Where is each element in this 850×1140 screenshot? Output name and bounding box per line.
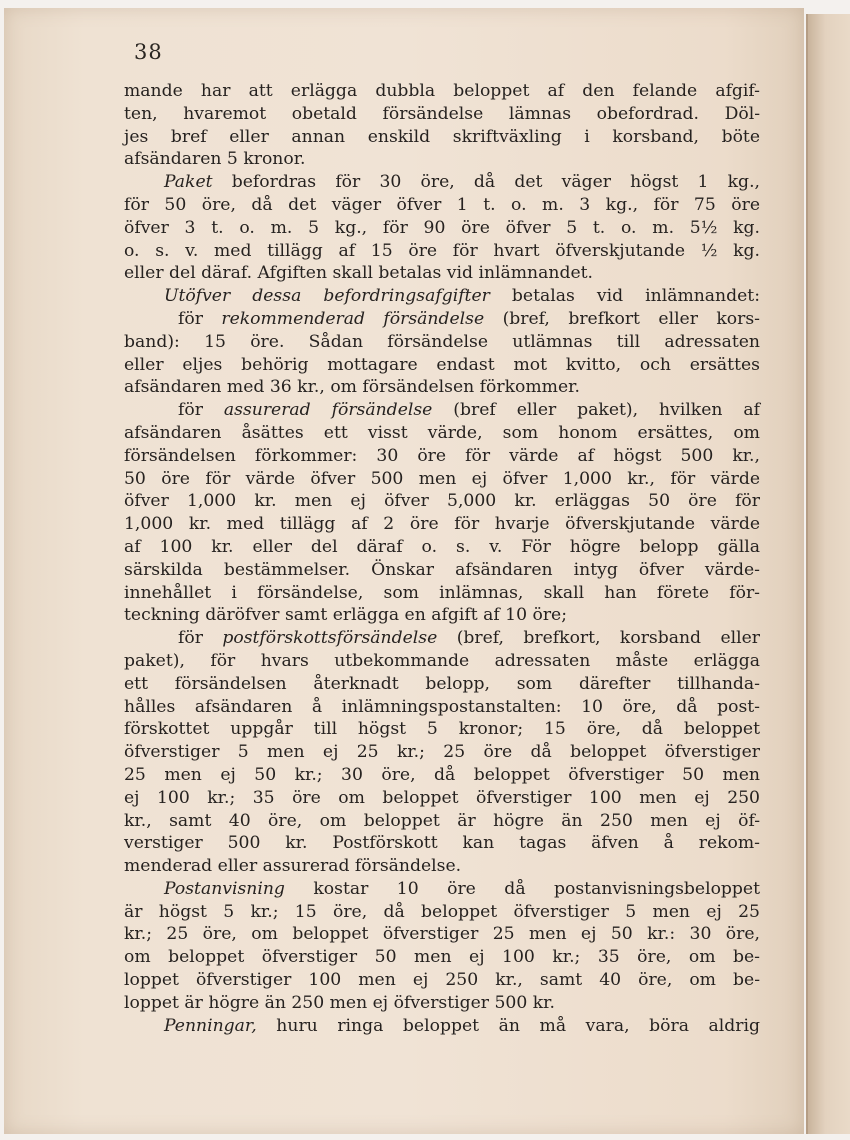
text-span: för	[178, 628, 223, 649]
body-text	[124, 80, 760, 1037]
text-line	[124, 878, 760, 901]
text-span: öfverstiger 5 men ej 25 kr.; 25 öre då beloppet öfverstiger	[124, 742, 760, 763]
text-span: af 100 kr. eller del däraf o. s. v. För högre belopp gälla	[124, 536, 760, 557]
text-span: eller eljes behörig mottagare endast mot kvitto, och ersättes	[124, 354, 760, 375]
text-span: 50 öre för värde öfver 500 men ej öfver 1,000 kr., för värde	[124, 468, 760, 489]
text-span: band): 15 öre. Sådan försändelse utlämnas till adressaten	[124, 331, 760, 352]
text-line	[124, 696, 760, 719]
text-line	[124, 673, 760, 696]
text-line	[124, 262, 760, 285]
text-span: kostar 10 öre då postanvisningsbeloppet	[284, 878, 760, 899]
text-line	[124, 103, 760, 126]
text-line	[124, 285, 760, 308]
text-span: Penningar,	[164, 1015, 257, 1036]
text-line	[124, 513, 760, 536]
text-line	[124, 627, 760, 650]
text-span: kr., samt 40 öre, om beloppet är högre än 250 men ej öf-	[124, 810, 760, 831]
text-span: särskilda bestämmelser. Önskar afsändaren intyg öfver värde-	[124, 559, 760, 580]
text-line	[124, 650, 760, 673]
text-line	[124, 901, 760, 924]
text-span: om beloppet öfverstiger 50 men ej 100 kr.; 35 öre, om be-	[124, 947, 760, 968]
text-line	[124, 354, 760, 377]
text-line	[124, 582, 760, 605]
text-span: huru ringa beloppet än må vara, böra aldrig	[256, 1015, 760, 1036]
text-line	[124, 923, 760, 946]
text-span: befordras för 30 öre, då det väger högst 1 kg.,	[212, 172, 760, 193]
text-span: för	[178, 400, 224, 421]
text-span: afsändaren åsättes ett visst värde, som honom ersättes, om	[124, 422, 760, 443]
text-line	[124, 217, 760, 240]
text-span: Postanvisning	[164, 878, 285, 899]
text-line	[124, 468, 760, 491]
text-span: o. s. v. med tillägg af 15 öre för hvart öfverskjutande ½ kg.	[124, 240, 760, 261]
text-line	[124, 946, 760, 969]
text-line	[124, 1015, 760, 1038]
text-line	[124, 536, 760, 559]
text-span: öfver 3 t. o. m. 5 kg., för 90 öre öfver 5 t. o. m. 5½ kg.	[124, 217, 760, 238]
text-span: afsändaren med 36 kr., om försändelsen förkommer.	[124, 377, 580, 398]
text-span: för	[178, 308, 222, 329]
text-span: försändelsen förkommer: 30 öre för värde af högst 500 kr.,	[124, 445, 760, 466]
text-span: (bref, brefkort eller kors-	[484, 308, 760, 329]
text-line	[124, 171, 760, 194]
text-line	[124, 80, 760, 103]
text-span: loppet öfverstiger 100 men ej 250 kr., samt 40 öre, om be-	[124, 970, 760, 991]
text-span: eller del däraf. Afgiften skall betalas vid inlämnandet.	[124, 263, 593, 284]
text-span: för 50 öre, då det väger öfver 1 t. o. m. 3 kg., för 75 öre	[124, 194, 760, 215]
text-span: Utöfver dessa befordringsafgifter	[164, 286, 490, 307]
text-span: ej 100 kr.; 35 öre om beloppet öfverstiger 100 men ej 250	[124, 787, 760, 808]
text-span: teckning däröfver samt erlägga en afgift af 10 öre;	[124, 605, 568, 626]
text-span: är högst 5 kr.; 15 öre, då beloppet öfverstiger 5 men ej 25	[124, 901, 760, 922]
text-span: Paket	[164, 172, 213, 193]
text-line	[124, 399, 760, 422]
text-line	[124, 376, 760, 399]
text-line	[124, 718, 760, 741]
text-line	[124, 490, 760, 513]
text-line	[124, 194, 760, 217]
text-span: 1,000 kr. med tillägg af 2 öre för hvarje öfverskjutande värde	[124, 514, 760, 535]
text-line	[124, 969, 760, 992]
text-span: 25 men ej 50 kr.; 30 öre, då beloppet öfverstiger 50 men	[124, 764, 760, 785]
text-span: loppet är högre än 250 men ej öfverstiger 500 kr.	[124, 992, 555, 1013]
text-line	[124, 764, 760, 787]
text-span: verstiger 500 kr. Postförskott kan tagas äfven å rekom-	[124, 833, 760, 854]
page-number: 38	[134, 40, 163, 64]
text-span: förskottet uppgår till högst 5 kronor; 15 öre, då beloppet	[124, 719, 760, 740]
text-span: (bref eller paket), hvilken af	[432, 400, 761, 421]
text-line	[124, 331, 760, 354]
text-line	[124, 240, 760, 263]
text-line	[124, 741, 760, 764]
text-span: mande har att erlägga dubbla beloppet af den felande afgif-	[124, 81, 760, 101]
text-span: assurerad försändelse	[223, 400, 433, 421]
text-span: innehållet i försändelse, som inlämnas, skall han förete för-	[124, 582, 760, 603]
text-span: afsändaren 5 kronor.	[124, 149, 306, 170]
text-line	[124, 810, 760, 833]
text-line	[124, 787, 760, 810]
book-page	[4, 8, 804, 1134]
adjacent-page-edge	[806, 14, 850, 1134]
text-line	[124, 559, 760, 582]
text-span: (bref, brefkort, korsband eller	[437, 628, 761, 649]
text-line	[124, 992, 760, 1015]
text-span: hålles afsändaren å inlämningspostanstalten: 10 öre, då post-	[124, 696, 760, 717]
text-span: jes bref eller annan enskild skriftväxling i korsband, böte	[124, 126, 760, 147]
text-span: rekommenderad försändelse	[221, 308, 485, 329]
text-span: ten, hvaremot obetald försändelse lämnas obefordrad. Döl-	[124, 103, 760, 124]
text-line	[124, 855, 760, 878]
text-line	[124, 148, 760, 171]
text-span: betalas vid inlämnandet:	[489, 286, 760, 307]
text-span: menderad eller assurerad försändelse.	[124, 856, 462, 877]
text-span: kr.; 25 öre, om beloppet öfverstiger 25 men ej 50 kr.: 30 öre,	[124, 924, 760, 945]
text-line	[124, 126, 760, 149]
text-span: öfver 1,000 kr. men ej öfver 5,000 kr. erläggas 50 öre för	[124, 491, 760, 512]
text-span: paket), för hvars utbekommande adressaten måste erlägga	[124, 650, 760, 671]
text-line	[124, 445, 760, 468]
text-span: ett försändelsen återknadt belopp, som därefter tillhanda-	[124, 673, 760, 694]
text-line	[124, 308, 760, 331]
text-span: postförskottsförsändelse	[222, 628, 438, 649]
text-line	[124, 422, 760, 445]
text-line	[124, 832, 760, 855]
text-line	[124, 604, 760, 627]
